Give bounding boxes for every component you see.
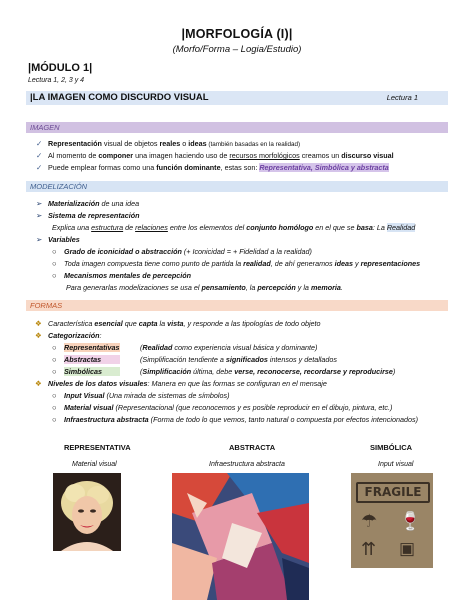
- text-run: (: [140, 367, 143, 376]
- highlight-types: Representativa, Simbólica y abstracta: [259, 163, 389, 172]
- text-run: estructura: [91, 223, 124, 232]
- text-run: Al momento de: [48, 151, 99, 160]
- portrait-image: [53, 473, 121, 551]
- circle-bullet-icon: ○: [52, 391, 57, 400]
- text-run: que: [122, 319, 139, 328]
- fragile-box-image: [351, 473, 433, 568]
- column-sub-simbolica: Input visual: [378, 461, 414, 468]
- fragile-stamp: FRAGILE: [356, 482, 430, 503]
- text-run: iconicidad: [97, 247, 134, 256]
- text-run: (Forma de todo lo que vemos, tanto natural o compuesta por efectos intencionados): [148, 415, 418, 424]
- text-run: Simplificación: [142, 367, 192, 376]
- text-run: visual de objetos: [101, 139, 160, 148]
- text-run: (+ Iconicidad = + Fidelidad a la realidad): [181, 247, 312, 256]
- category-simbolicas: Simbólicas: [64, 367, 120, 376]
- text-run: : La: [372, 223, 387, 232]
- text-run: de: [123, 223, 136, 232]
- text-run: Infraestructura abstracta: [64, 415, 149, 424]
- variable-3: Mecanismos mentales de percepción: [64, 271, 192, 280]
- text-run: (: [140, 343, 143, 352]
- abstract-painting-graphic: [172, 473, 309, 600]
- text-run: entre los elementos del: [167, 223, 247, 232]
- text-run: Grado de: [64, 247, 98, 256]
- formas-item-1: [48, 319, 321, 328]
- text-run: intensos y detallados: [267, 355, 337, 364]
- text-run: : Manera en que las formas se configuran en el mensaje: [147, 379, 327, 388]
- this-way-up-icon: ⇈: [361, 539, 377, 559]
- section-imagen-bar: [26, 122, 448, 133]
- text-run: reales: [159, 139, 181, 148]
- text-run: recursos morfológicos: [229, 151, 300, 160]
- topic-reading: Lectura 1: [386, 93, 418, 102]
- abstract-painting-image: [172, 473, 309, 600]
- text-run: ): [392, 367, 396, 376]
- circle-bullet-icon: ○: [52, 271, 57, 280]
- text-run: .: [340, 283, 343, 292]
- text-run: realidad: [243, 259, 271, 268]
- portrait-graphic: [53, 473, 121, 551]
- variable-3-desc: [66, 283, 343, 292]
- imagen-bullet-1: [48, 139, 300, 149]
- variable-2: [64, 259, 420, 268]
- section-modelizacion-bar: [26, 181, 448, 192]
- text-run: Representación: [48, 139, 102, 148]
- text-run: (Una mirada de sistemas de símbolos): [104, 391, 230, 400]
- circle-bullet-icon: ○: [52, 259, 57, 268]
- section-formas-bar: [26, 300, 448, 311]
- lectures-note: Lectura 1, 2, 3 y 4: [28, 77, 85, 84]
- check-icon: ✓: [36, 163, 43, 172]
- page-title: |MORFOLOGÍA (I)|: [181, 27, 293, 41]
- text-run: percepción: [257, 283, 296, 292]
- text-run: conjunto homólogo: [246, 223, 314, 232]
- circle-bullet-icon: ○: [52, 343, 57, 352]
- column-head-representativa: REPRESENTATIVA: [64, 443, 131, 452]
- text-run: función dominante: [156, 163, 221, 172]
- imagen-bullet-3: [48, 163, 389, 172]
- text-run: , estas son:: [220, 163, 260, 172]
- text-run: esencial: [94, 319, 123, 328]
- box-icon: ▣: [399, 539, 416, 558]
- page-subtitle: (Morfo/Forma – Logia/Estudio): [172, 44, 302, 55]
- check-icon: ✓: [36, 139, 43, 148]
- text-run: discurso visual: [341, 151, 394, 160]
- text-run: Toda imagen compuesta tiene como punto de partida la: [64, 259, 244, 268]
- text-run: o: [133, 247, 142, 256]
- text-run: de una idea: [99, 199, 140, 208]
- text-run: Niveles de los datos visuales: [48, 379, 148, 388]
- text-run: última, debe: [191, 367, 235, 376]
- level-material-visual: [64, 403, 392, 412]
- category-representativas: Representativas: [64, 343, 120, 352]
- diamond-bullet-icon: ❖: [35, 331, 42, 340]
- text-run: , de ahí generamos: [270, 259, 335, 268]
- text-run: Materialización: [48, 199, 100, 208]
- arrow-bullet-icon: ➢: [36, 211, 43, 220]
- text-run: verse, reconocerse, recordarse y reproducirse: [234, 367, 393, 376]
- text-run: ideas: [188, 139, 207, 148]
- circle-bullet-icon: ○: [52, 415, 57, 424]
- circle-bullet-icon: ○: [52, 403, 57, 412]
- text-run: la: [157, 319, 168, 328]
- circle-bullet-icon: ○: [52, 367, 57, 376]
- category-abstractas-desc: [140, 355, 337, 364]
- text-run: , la: [245, 283, 258, 292]
- circle-bullet-icon: ○: [52, 247, 57, 256]
- diamond-bullet-icon: ❖: [35, 319, 42, 328]
- text-run: significados: [225, 355, 268, 364]
- text-run: y: [353, 259, 361, 268]
- topic-title: |LA IMAGEN COMO DISCURDO VISUAL: [30, 92, 209, 103]
- section-formas-label: FORMAS: [30, 301, 63, 310]
- text-run: Explica una: [52, 223, 92, 232]
- check-icon: ✓: [36, 151, 43, 160]
- text-run: abstracción: [141, 247, 182, 256]
- formas-item-3: [48, 379, 327, 388]
- diamond-bullet-icon: ❖: [35, 379, 42, 388]
- modelizacion-item-2: Sistema de representación: [48, 211, 140, 220]
- column-head-abstracta: ABSTRACTA: [229, 443, 276, 452]
- text-run: pensamiento: [201, 283, 246, 292]
- text-run: en el que se: [313, 223, 357, 232]
- modelizacion-item-2-desc: [52, 223, 415, 232]
- column-head-simbolica: SIMBÓLICA: [370, 443, 413, 452]
- text-run: Puede emplear formas como una: [48, 163, 157, 172]
- arrow-bullet-icon: ➢: [36, 235, 43, 244]
- text-run: Característica: [48, 319, 95, 328]
- text-run: (también basadas en la realidad): [206, 141, 301, 148]
- text-run: basa: [356, 223, 373, 232]
- column-sub-abstracta: Infraestructura abstracta: [209, 461, 285, 468]
- category-representativas-desc: [140, 343, 317, 352]
- level-input-visual: [64, 391, 230, 400]
- level-infraestructura: [64, 415, 418, 424]
- text-run: (Representacional (que reconocemos y es posible reproducir en el dibujo, pintura, etc.): [113, 403, 393, 412]
- text-run: capta: [138, 319, 158, 328]
- arrow-bullet-icon: ➢: [36, 199, 43, 208]
- text-run: componer: [98, 151, 134, 160]
- text-run: Realidad: [142, 343, 173, 352]
- category-abstractas: Abstractas: [64, 355, 120, 364]
- text-run: creamos un: [299, 151, 342, 160]
- highlight-realidad: Realidad: [386, 223, 416, 232]
- text-run: o: [180, 139, 189, 148]
- topic-bar: [26, 91, 448, 105]
- text-run: :: [99, 331, 102, 340]
- variable-1: [64, 247, 312, 256]
- section-modelizacion-label: MODELIZACIÓN: [30, 182, 88, 191]
- section-imagen-label: IMAGEN: [30, 123, 60, 132]
- modelizacion-item-3: Variables: [48, 235, 80, 244]
- text-run: representaciones: [360, 259, 421, 268]
- text-run: (Simplificación tendiente a: [140, 355, 226, 364]
- text-run: memoria: [310, 283, 341, 292]
- column-sub-representativa: Material visual: [72, 461, 117, 468]
- circle-bullet-icon: ○: [52, 355, 57, 364]
- text-run: relaciones: [135, 223, 168, 232]
- text-run: Material visual: [64, 403, 114, 412]
- text-run: como experiencia visual básica y dominante): [172, 343, 318, 352]
- text-run: una imagen haciendo uso de: [133, 151, 230, 160]
- umbrella-icon: ☂: [361, 511, 378, 531]
- text-run: Input Visual: [64, 391, 105, 400]
- module-heading: |MÓDULO 1|: [28, 62, 93, 74]
- text-run: Para generarlas modelizaciones se usa el: [66, 283, 202, 292]
- imagen-bullet-2: [48, 151, 394, 160]
- text-run: ideas: [334, 259, 354, 268]
- formas-item-2: [48, 331, 102, 340]
- text-run: vista: [167, 319, 184, 328]
- text-run: y la: [295, 283, 311, 292]
- category-simbolicas-desc: [140, 367, 395, 376]
- text-run: Categorización: [48, 331, 100, 340]
- glass-icon: 🍷: [399, 511, 422, 531]
- modelizacion-item-1: [48, 199, 139, 208]
- text-run: , y responde a las tipologías de todo objeto: [183, 319, 321, 328]
